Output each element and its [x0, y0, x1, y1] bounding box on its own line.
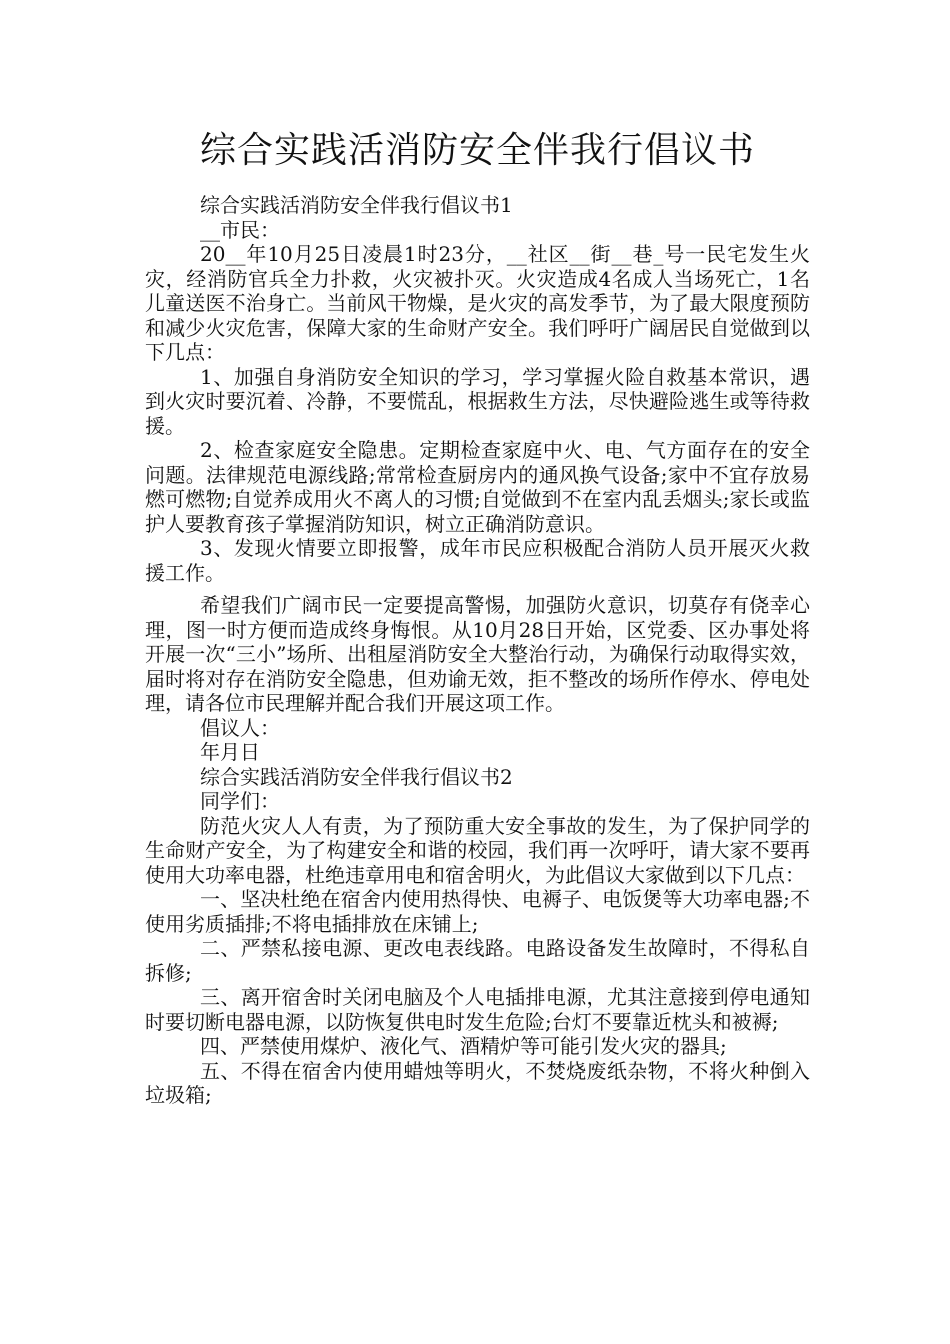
- paragraph-point-3: 3、发现火情要立即报警，成年市民应积极配合消防人员开展灭火救援工作。: [145, 536, 810, 585]
- paragraph-intro-2: 防范火灾人人有责，为了预防重大安全事故的发生，为了保护同学的生命财产安全，为了构建安全和谐的校园，我们再一次呼吁，请大家不要再使用大功率电器，杜绝违章用电和宿舍明火，为此倡议大家做到以下几点：: [145, 813, 810, 887]
- document-body: [145, 193, 810, 1108]
- salutation-1: __市民：: [200, 217, 280, 242]
- paragraph-item-3: 三、离开宿舍时关闭电脑及个人电插排电源，尤其注意接到停电通知时要切断电器电源，以防恢复供电时发生危险;台灯不要靠近枕头和被褥;: [145, 985, 810, 1034]
- paragraph-item-4: 四、严禁使用煤炉、液化气、酒精炉等可能引发火灾的器具;: [200, 1034, 727, 1058]
- paragraph-point-2: 2、检查家庭安全隐患。定期检查家庭中火、电、气方面存在的安全问题。法律规范电源线路;常常检查厨房内的通风换气设备;家中不宜存放易燃可燃物;自觉养成用火不离人的习惯;自觉做到不在室内乱丢烟头;家长或监护人要教育孩子掌握消防知识，树立正确消防意识。: [145, 438, 810, 536]
- paragraph-item-5: 五、不得在宿舍内使用蜡烛等明火，不焚烧废纸杂物，不将火种倒入垃圾箱;: [145, 1058, 810, 1107]
- date-label: 年月日: [200, 740, 260, 764]
- paragraph-item-2: 二、严禁私接电源、更改电表线路。电路设备发生故障时，不得私自拆修;: [145, 936, 810, 985]
- paragraph-item-1: 一、坚决杜绝在宿舍内使用热得快、电褥子、电饭煲等大功率电器;不使用劣质插排;不将电插排放在床铺上;: [145, 887, 810, 936]
- paragraph-hope: 希望我们广阔市民一定要提高警惕，加强防火意识，切莫存有侥幸心理，图一时方便而造成终身悔恨。从10月28日开始，区党委、区办事处将开展一次“三小”场所、出租屋消防安全大整治行动，为确保行动取得实效，届时将对存在消防安全隐患，但劝谕无效，拒不整改的场所作停水、停电处理，请各位市民理解并配合我们开展这项工作。: [145, 593, 810, 715]
- document-page: [145, 0, 810, 1108]
- salutation-2: 同学们：: [200, 789, 280, 813]
- paragraph-point-1: 1、加强自身消防安全知识的学习，学习掌握火险自救基本常识，遇到火灾时要沉着、冷静，不要慌乱，根据救生方法，尽快避险逃生或等待救援。: [145, 364, 810, 438]
- signature-label: 倡议人：: [200, 715, 280, 740]
- section-heading-1: 综合实践活消防安全伴我行倡议书1: [200, 193, 513, 217]
- section-heading-2: 综合实践活消防安全伴我行倡议书2: [200, 764, 513, 789]
- paragraph-incident: 20__年10月25日凌晨1时23分，__社区__街__巷_号一民宅发生火灾，经消防官兵全力扑救，火灾被扑灭。火灾造成4名成人当场死亡，1名儿童送医不治身亡。当前风干物燥，是火灾的高发季节，为了最大限度预防和减少火灾危害，保障大家的生命财产安全。我们呼吁广阔居民自觉做到以下几点：: [145, 242, 810, 364]
- document-title: 综合实践活消防安全伴我行倡议书: [199, 130, 755, 171]
